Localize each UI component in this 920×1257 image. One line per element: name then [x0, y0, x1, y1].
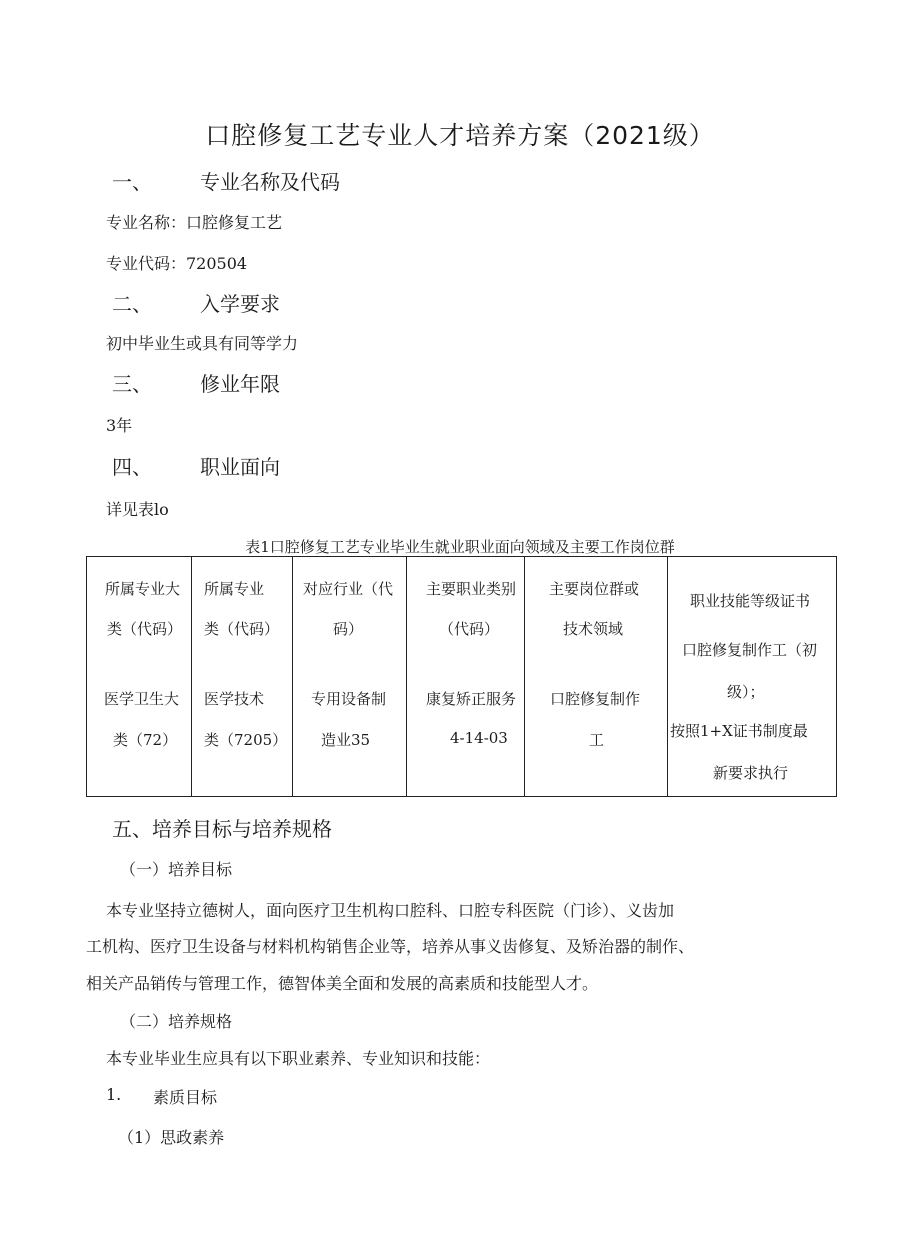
cell-text: 康复矫正服务 [426, 690, 517, 708]
cell-text: 工 [589, 731, 605, 749]
cell-text: （代码） [439, 620, 500, 638]
table-cell-occupation [407, 557, 525, 797]
cell-text: 类（7205） [204, 731, 288, 749]
cell-text: 造业35 [321, 731, 371, 749]
cell-text: 主要职业类别 [426, 580, 517, 598]
cell-text: 专用设备制 [311, 690, 387, 708]
major-name: 专业名称：口腔修复工艺 [106, 213, 283, 232]
cell-text: 码） [333, 620, 364, 638]
item-1-1-title: （1）思政素养 [118, 1128, 225, 1147]
table-cell-industry [293, 557, 407, 797]
section-3-number: 三、 [112, 372, 152, 396]
section-4-title: 职业面向 [200, 455, 280, 479]
subsection-training-spec: （二）培养规格 [120, 1012, 233, 1031]
cell-text: 级）； [727, 683, 765, 701]
subsection-training-goal: （一）培养目标 [120, 860, 233, 879]
career-orientation-table [86, 556, 837, 797]
item-1-title: 素质目标 [153, 1088, 218, 1107]
major-code: 专业代码：720504 [106, 254, 248, 273]
cell-text: 医学卫生大 [104, 690, 180, 708]
section-1-title: 专业名称及代码 [200, 170, 340, 194]
goal-paragraph-line: 相关产品销传与管理工作，德智体美全面和发展的高素质和技能型人才。 [86, 974, 599, 993]
admission-requirement: 初中毕业生或具有同等学力 [106, 334, 299, 353]
cell-text: 职业技能等级证书 [690, 592, 811, 610]
cell-text: 所属专业大 [105, 580, 181, 598]
cell-text: 类（代码） [204, 620, 280, 638]
table-caption: 表1口腔修复工艺专业毕业生就业职业面向领域及主要工作岗位群 [245, 538, 675, 556]
table-cell-major-class [192, 557, 293, 797]
cell-text: 对应行业（代 [303, 580, 394, 598]
cell-text: 主要岗位群或 [549, 580, 640, 598]
cell-text: 所属专业 [204, 580, 265, 598]
document-title: 口腔修复工艺专业人才培养方案（2021级） [205, 121, 715, 150]
section-2-number: 二、 [112, 292, 152, 316]
goal-paragraph-line: 工机构、医疗卫生设备与材料机构销售企业等，培养从事义齿修复、及矫治器的制作、 [86, 937, 695, 956]
table-cell-major-category [87, 557, 192, 797]
section-2-title: 入学要求 [200, 292, 280, 316]
cell-text: 技术领域 [563, 620, 624, 638]
cell-text: 类（代码） [107, 620, 183, 638]
section-4-number: 四、 [112, 455, 152, 479]
cell-text: 口腔修复制作 [550, 690, 641, 708]
cell-text: 4-14-03 [450, 729, 508, 747]
study-duration: 3年 [106, 416, 133, 435]
cell-text: 口腔修复制作工（初 [682, 641, 818, 659]
table-cell-job-group [525, 557, 668, 797]
spec-intro: 本专业毕业生应具有以下职业素养、专业知识和技能： [106, 1049, 491, 1068]
section-5-title: 五、培养目标与培养规格 [112, 817, 332, 841]
cell-text: 类（72） [113, 731, 178, 749]
cell-text: 新要求执行 [713, 764, 789, 782]
cell-text: 医学技术 [204, 690, 265, 708]
cell-text: 按照1+X证书制度最 [670, 722, 808, 740]
table-cell-certificate [668, 557, 837, 797]
section-3-title: 修业年限 [200, 372, 280, 396]
goal-paragraph-line: 本专业坚持立德树人，面向医疗卫生机构口腔科、口腔专科医院（门诊）、义齿加 [106, 901, 675, 920]
item-1-number: 1. [106, 1085, 122, 1104]
section-1-number: 一、 [112, 170, 152, 194]
see-table-note: 详见表lo [106, 500, 169, 519]
